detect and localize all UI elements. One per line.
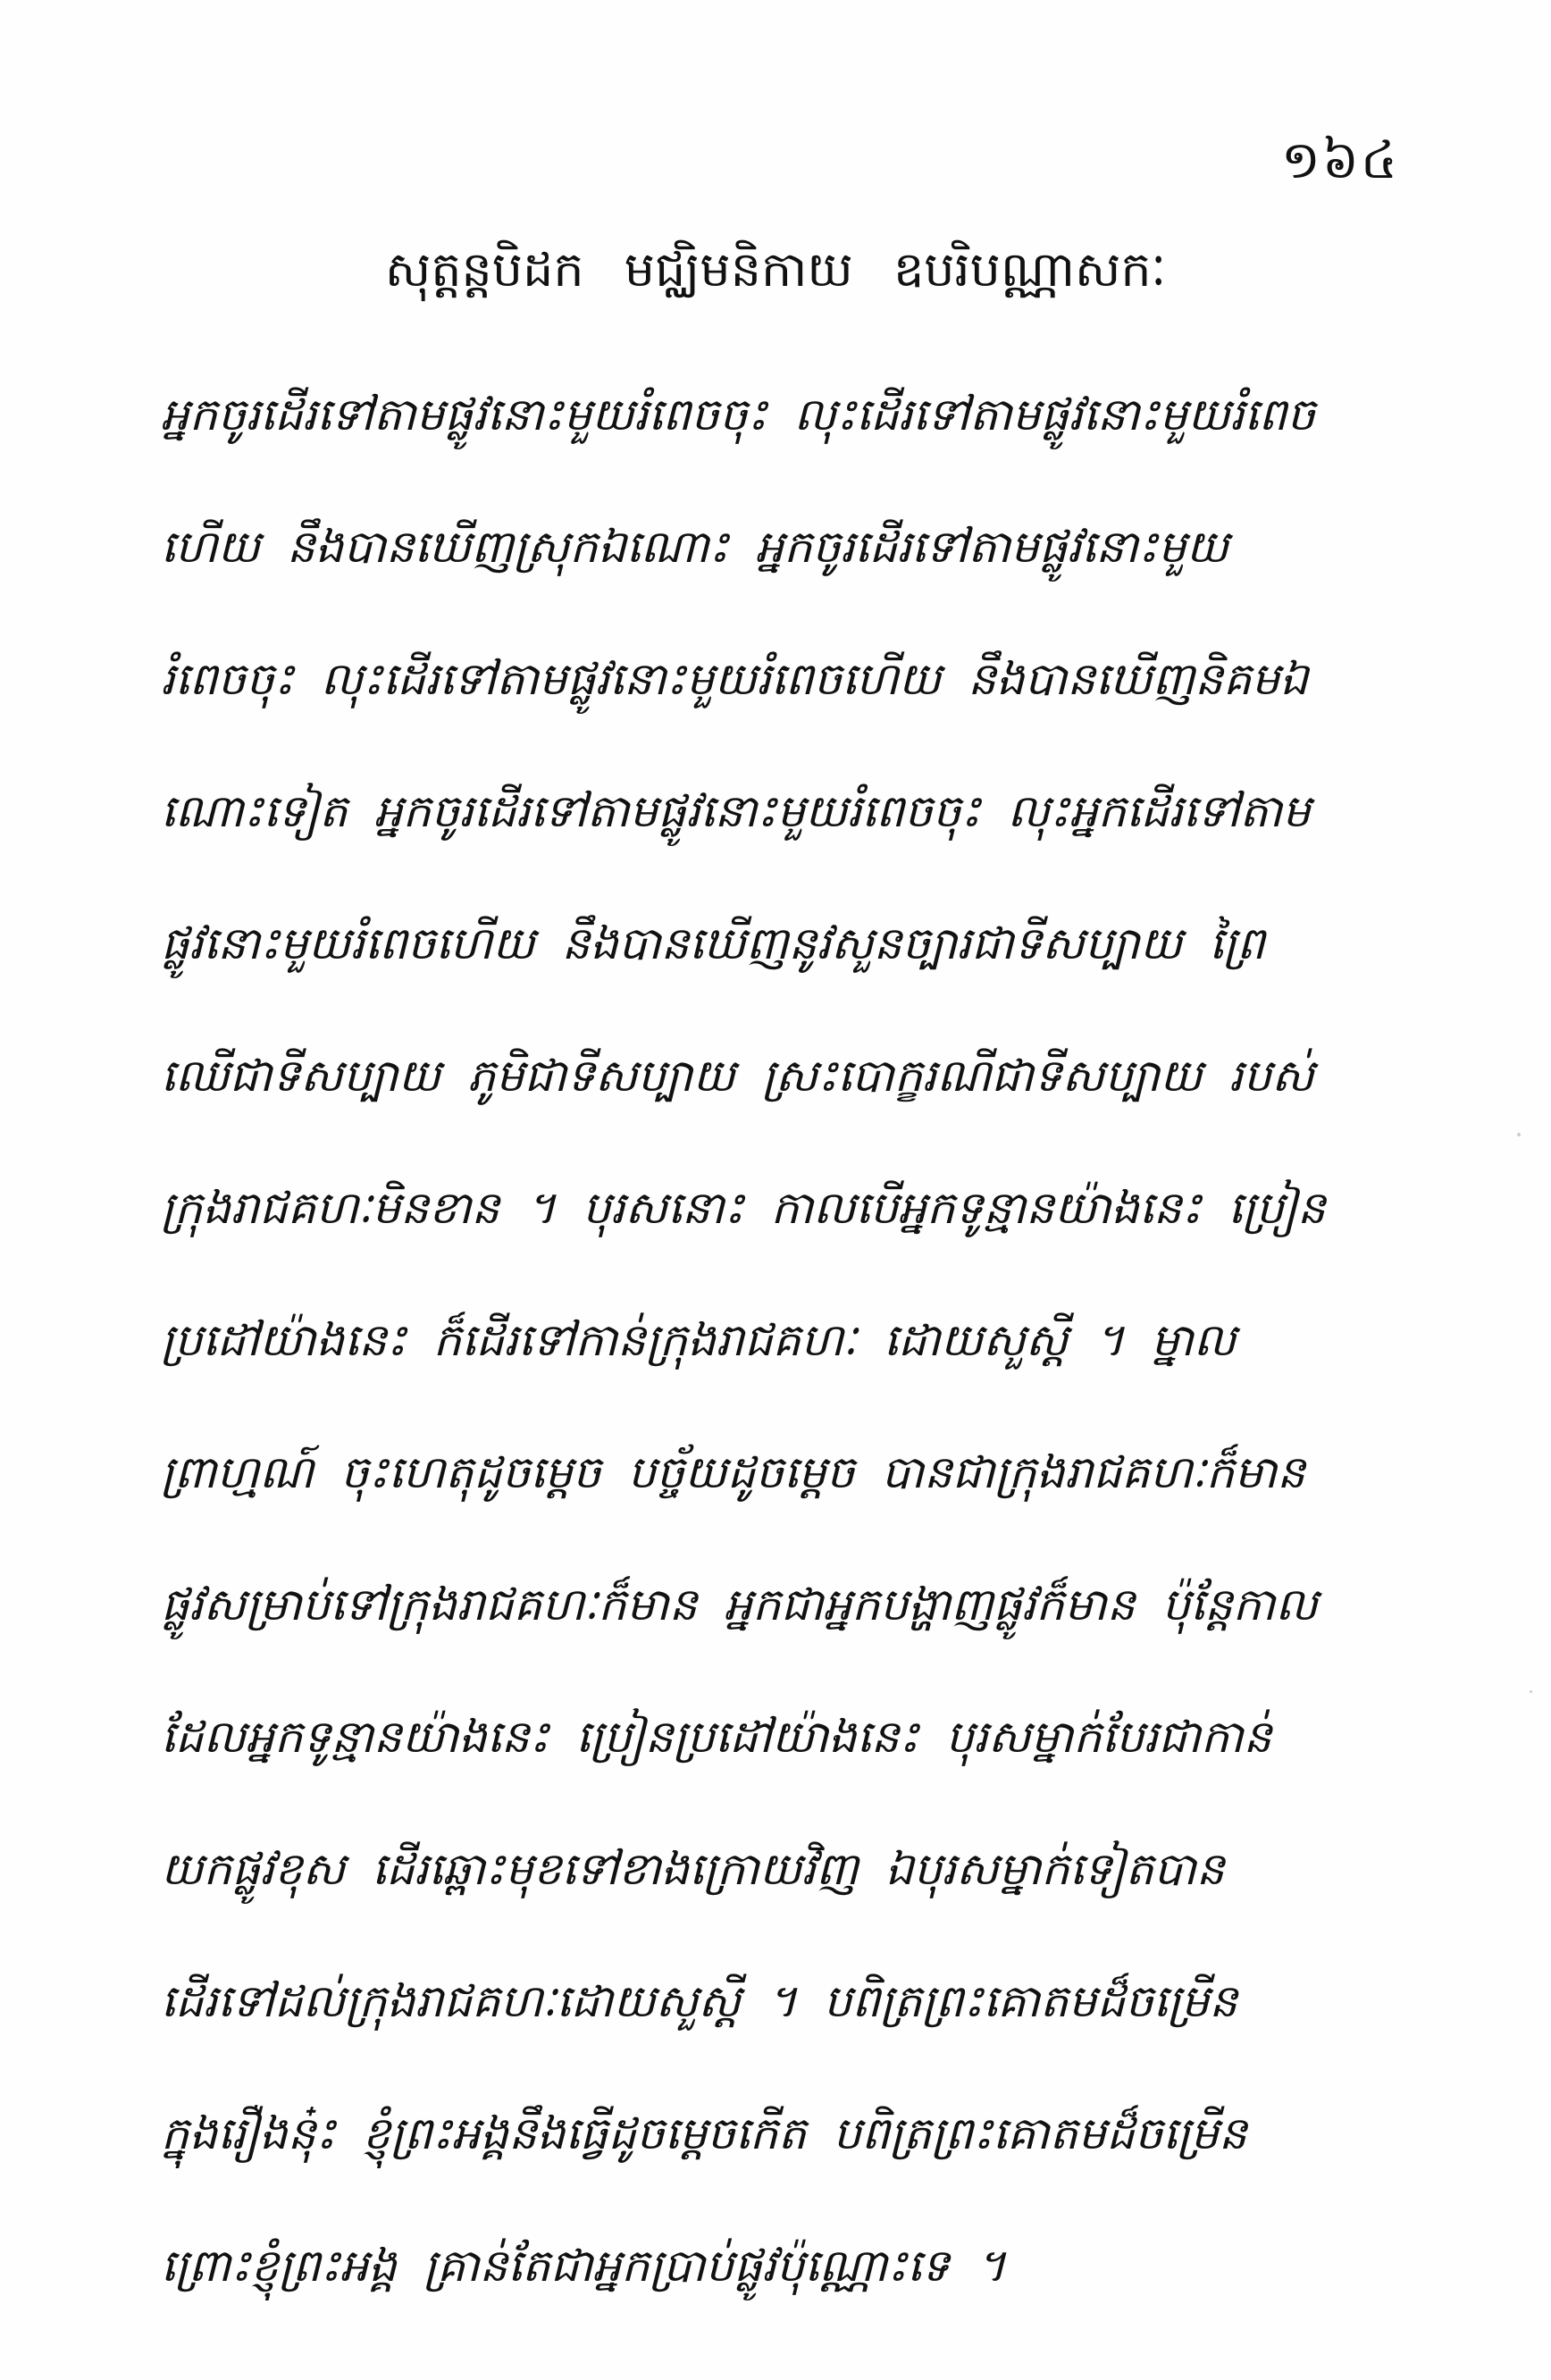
text-line: អ្នកចូរដើរទៅតាមផ្លូវនោះមួយរំពេចចុះ លុះដើរទៅតាមផ្លូវនោះមួយរំពេច bbox=[161, 389, 1316, 440]
text-line: ដើរទៅដល់ក្រុងរាជគហៈដោយសួស្តី ។ បពិត្រព្រះគោតមដ៏ចម្រើន bbox=[161, 1975, 1238, 2027]
text-line: ព្រាហ្មណ៍ ចុះហេតុដូចម្តេច បច្ច័យដូចម្តេច បានជាក្រុងរាជគហៈក៏មាន bbox=[161, 1446, 1305, 1498]
text-line: រំពេចចុះ លុះដើរទៅតាមផ្លូវនោះមួយរំពេចហើយ នឹងបានឃើញនិគមឯ bbox=[161, 653, 1309, 705]
text-line: ប្រដៅយ៉ាងនេះ ក៏ដើរទៅកាន់ក្រុងរាជគហៈ ដោយសួស្តី ។ ម្នាល bbox=[161, 1314, 1237, 1366]
text-line: ក្រុងរាជគហៈមិនខាន ។ បុរសនោះ កាលបើអ្នកទូន្មានយ៉ាងនេះ ប្រៀន bbox=[161, 1182, 1326, 1234]
scan-speck bbox=[1517, 1133, 1521, 1136]
text-line: ណោះទៀត អ្នកចូរដើរទៅតាមផ្លូវនោះមួយរំពេចចុះ លុះអ្នកដើរទៅតាម bbox=[161, 785, 1311, 837]
running-header: សុត្តន្តបិដក មជ្ឈិមនិកាយ ឧបរិបណ្ណាសកៈ bbox=[384, 241, 1167, 298]
text-line: ក្នុងរឿងនុ៎ះ ខ្ញុំព្រះអង្គនឹងធ្វើដូចម្តេចកើត បពិត្រព្រះគោតមដ៏ចម្រើន bbox=[161, 2108, 1247, 2159]
text-line: ផ្លូវសម្រាប់ទៅក្រុងរាជគហៈក៏មាន អ្នកជាអ្នកបង្ហាញផ្លូវក៏មាន ប៉ុន្តែកាល bbox=[161, 1579, 1319, 1630]
text-line: ព្រោះខ្ញុំព្រះអង្គ គ្រាន់តែជាអ្នកប្រាប់ផ្លូវប៉ុណ្ណោះទេ ។ bbox=[161, 2240, 1006, 2292]
text-line: ផ្លូវនោះមួយរំពេចហើយ នឹងបានឃើញនូវសួនច្បារជាទីសប្បាយ ព្រៃ bbox=[161, 918, 1265, 969]
body-text bbox=[161, 348, 1403, 2332]
text-line: ហើយ នឹងបានឃើញស្រុកឯណោះ អ្នកចូរដើរទៅតាមផ្លូវនោះមួយ bbox=[161, 521, 1229, 573]
text-line: យកផ្លូវខុស ដើរឆ្ពោះមុខទៅខាងក្រោយវិញ ឯបុរសម្នាក់ទៀតបាន bbox=[161, 1843, 1225, 1895]
text-line: ដែលអ្នកទូន្មានយ៉ាងនេះ ប្រៀនប្រដៅយ៉ាងនេះ បុរសម្នាក់បែរជាកាន់ bbox=[161, 1711, 1272, 1763]
text-line: ឈើជាទីសប្បាយ ភូមិជាទីសប្បាយ ស្រះបោក្ខរណីជាទីសប្បាយ របស់ bbox=[161, 1050, 1314, 1102]
page-number: ១៦៤ bbox=[1280, 130, 1399, 190]
scan-speck bbox=[1530, 1690, 1532, 1693]
